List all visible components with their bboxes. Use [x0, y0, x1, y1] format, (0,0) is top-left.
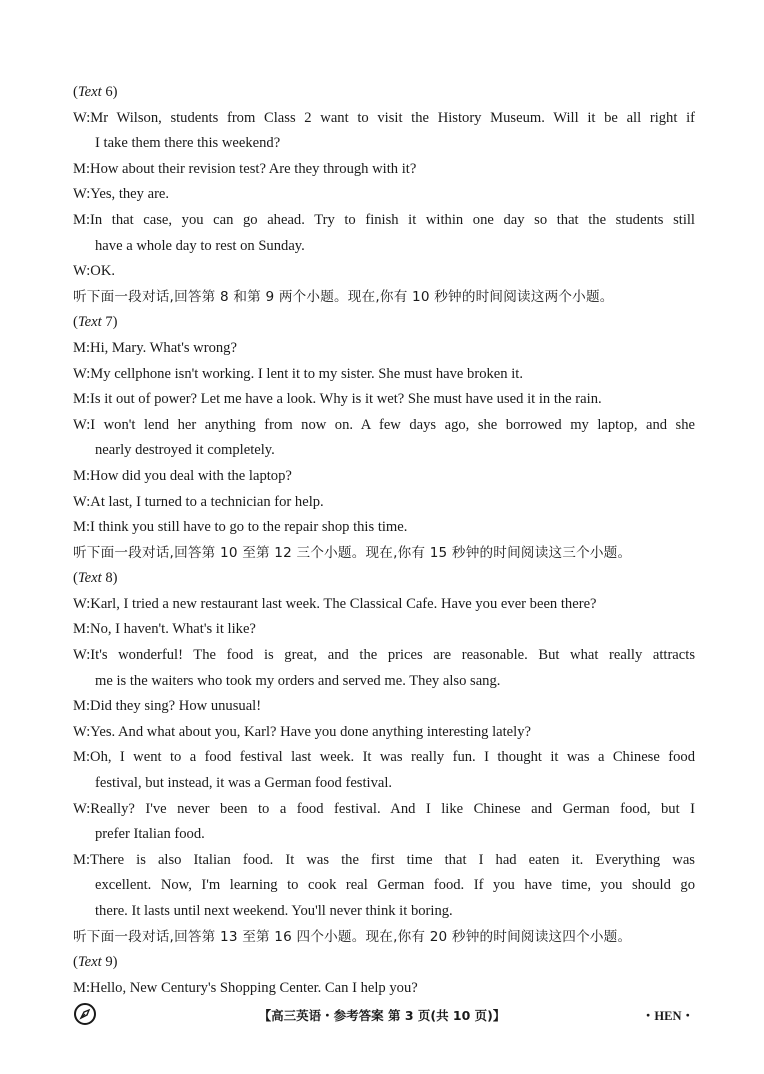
dialogue-line: M:How did you deal with the laptop? [73, 467, 292, 484]
dialogue-line: M:Is it out of power? Let me have a look. Why is it wet? She must have used it in the rain. [73, 391, 602, 408]
dialogue-line: M:Did they sing? How unusual! [73, 698, 262, 715]
section-instruction: 听下面一段对话,回答第 13 至第 16 四个小题。现在,你有 20 秒钟的时间阅读这四个小题。 [73, 928, 632, 945]
dialogue-line: M:There is also Italian food. It was the first time that I had eaten it. Everything was [73, 851, 695, 868]
page-footer [0, 1003, 764, 1029]
dialogue-line: festival, but instead, it was a German food festival. [95, 775, 393, 792]
dialogue-line: M:How about their revision test? Are they through with it? [73, 160, 417, 177]
dialogue-line: have a whole day to rest on Sunday. [95, 237, 305, 254]
dialogue-line: W:Yes, they are. [73, 186, 170, 203]
dialogue-line: W:It's wonderful! The food is great, and the prices are reasonable. But what really attracts [73, 647, 695, 664]
section-instruction: 听下面一段对话,回答第 10 至第 12 三个小题。现在,你有 15 秒钟的时间阅读这三个小题。 [73, 544, 632, 561]
dialogue-line: I take them there this weekend? [95, 135, 281, 152]
text-section-label: (Text 8) [73, 570, 118, 587]
dialogue-line: W:Really? I've never been to a food festival. And I like Chinese and German food, but I [73, 800, 695, 817]
dialogue-line: me is the waiters who took my orders and served me. They also sang. [95, 672, 501, 689]
dialogue-line: W:Karl, I tried a new restaurant last week. The Classical Cafe. Have you ever been there? [73, 595, 597, 612]
document-body [73, 80, 695, 1001]
dialogue-line: W:At last, I turned to a technician for help. [73, 493, 324, 510]
section-instruction: 听下面一段对话,回答第 8 和第 9 两个小题。现在,你有 10 秒钟的时间阅读这两个小题。 [73, 288, 614, 305]
footer-code: ・HEN・ [641, 1009, 694, 1023]
dialogue-line: M:Hello, New Century's Shopping Center. Can I help you? [73, 979, 418, 996]
footer-page-info: 【高三英语・参考答案 第 3 页(共 10 页)】 [258, 1008, 506, 1023]
dialogue-line: W:My cellphone isn't working. I lent it to my sister. She must have broken it. [73, 365, 523, 382]
dialogue-line: W:OK. [73, 263, 116, 280]
text-section-label: (Text 9) [73, 954, 118, 971]
dialogue-line: excellent. Now, I'm learning to cook real German food. If you have time, you should go [95, 877, 695, 894]
text-section-label: (Text 6) [73, 84, 118, 100]
dialogue-line: M:Hi, Mary. What's wrong? [73, 339, 237, 356]
dialogue-line: M:No, I haven't. What's it like? [73, 621, 256, 638]
dialogue-line: M:In that case, you can go ahead. Try to finish it within one day so that the students still [73, 211, 695, 228]
dialogue-line: there. It lasts until next weekend. You'll never think it boring. [95, 903, 453, 919]
dialogue-line: W:Yes. And what about you, Karl? Have you done anything interesting lately? [73, 723, 531, 740]
dialogue-line: M:Oh, I went to a food festival last week. It was really fun. I thought it was a Chinese food [73, 749, 695, 766]
dialogue-line: M:I think you still have to go to the repair shop this time. [73, 519, 408, 536]
text-section-label: (Text 7) [73, 314, 118, 331]
dialogue-line: nearly destroyed it completely. [95, 442, 275, 459]
dialogue-line: prefer Italian food. [95, 826, 205, 843]
dialogue-line: W:Mr Wilson, students from Class 2 want to visit the History Museum. Will it be all right if [73, 109, 695, 126]
dialogue-line: W:I won't lend her anything from now on. A few days ago, she borrowed my laptop, and she [73, 416, 695, 433]
